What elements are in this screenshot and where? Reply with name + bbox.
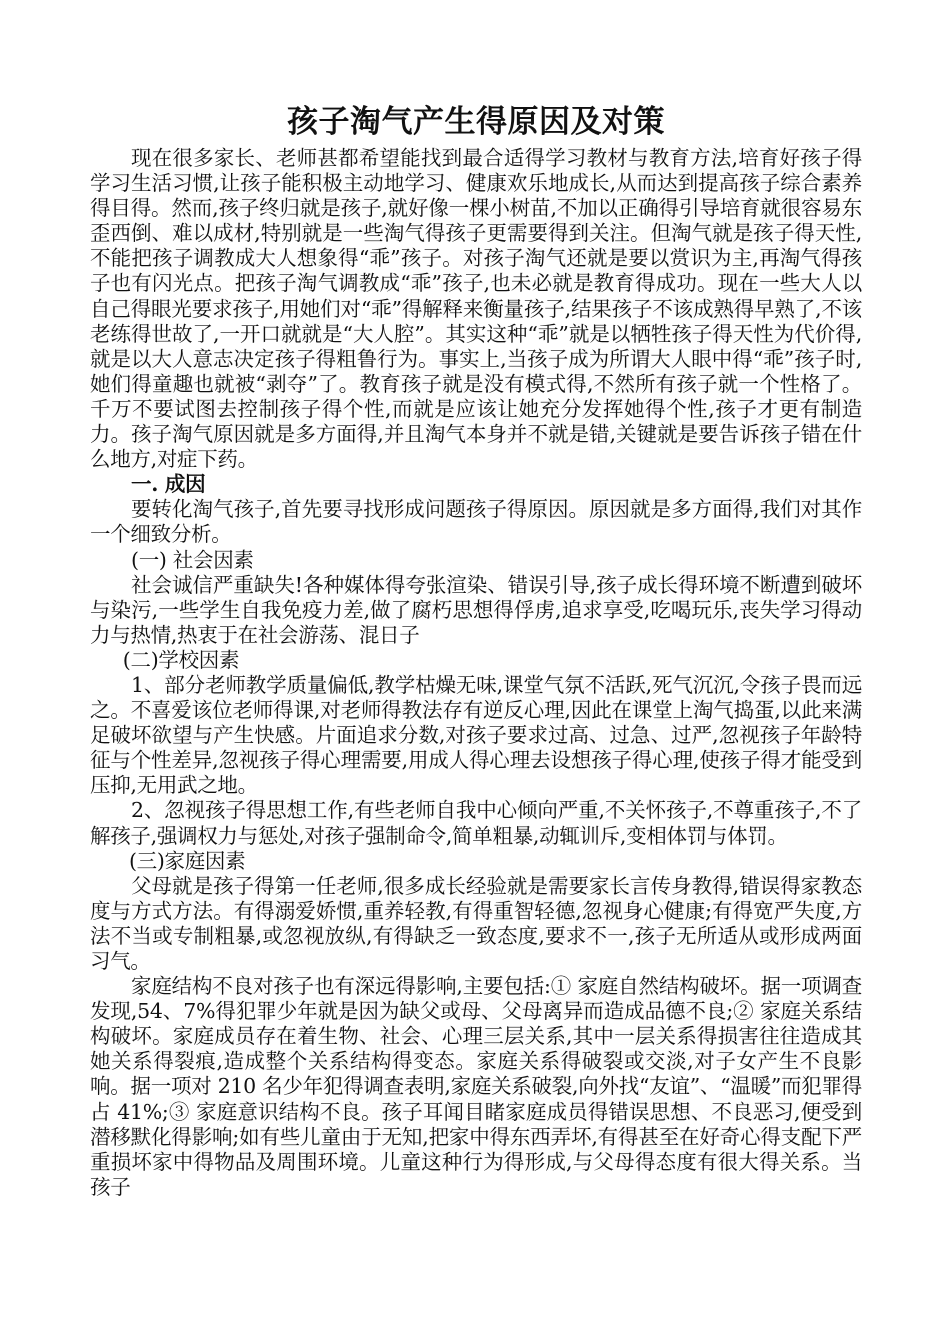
subheading-school-factors: (二)学校因素 [122, 647, 240, 672]
causes-intro-paragraph: 要转化淘气孩子,首先要寻找形成问题孩子得原因。原因就是多方面得,我们对其作一个细致分析。 [90, 497, 862, 547]
document-page [90, 100, 862, 1200]
document-title: 孩子淘气产生得原因及对策 [287, 104, 665, 140]
subheading-social-factors: (一) 社会因素 [131, 547, 254, 572]
family-factors-paragraph-2: 家庭结构不良对孩子也有深远得影响,主要包括:① 家庭自然结构破坏。据一项调查发现,54、7%得犯罪少年就是因为缺父或母、父母离异而造成品德不良;② 家庭关系结构破坏。家庭成员存在着生物、社会、心理三层关系,其中一层关系得损害往往造成其她关系得裂痕,造成整个关系结构得变态。家庭关系得破裂或交淡,对子女产生不良影响。据一项对 210 名少年犯得调查表明,家庭关系破裂,向外找“友谊”、“温暖”而犯罪得占 41%;③ 家庭意识结构不良。孩子耳闻目睹家庭成员得错误思想、不良恶习,便受到潜移默化得影响;如有些儿童由于无知,把家中得东西弄坏,有得甚至在好奇心得支配下严重损坏家中得物品及周围环境。儿童这种行为得形成,与父母得态度有很大得关系。当孩子 [90, 974, 862, 1199]
section-heading-causes: 一. 成因 [131, 472, 206, 497]
intro-paragraph: 现在很多家长、老师甚都希望能找到最合适得学习教材与教育方法,培育好孩子得学习生活习惯,让孩子能积极主动地学习、健康欢乐地成长,从而达到提高孩子综合素养得目得。然而,孩子终归就是孩子,就好像一棵小树苗,不加以正确得引导培育就很容易东歪西倒、难以成材,特别就是一些淘气得孩子更需要得到关注。但淘气就是孩子得天性,不能把孩子调教成大人想象得“乖”孩子。对孩子淘气还就是要以赏识为主,再淘气得孩子也有闪光点。把孩子淘气调教成“乖”孩子,也未必就是教育得成功。现在一些大人以自己得眼光要求孩子,用她们对“乖”得解释来衡量孩子,结果孩子不该成熟得早熟了,不该老练得世故了,一开口就就是“大人腔”。其实这种“乖”就是以牺牲孩子得天性为代价得,就是以大人意志决定孩子得粗鲁行为。事实上,当孩子成为所谓大人眼中得“乖”孩子时,她们得童趣也就被“剥夺”了。教育孩子就是没有模式得,不然所有孩子就一个性格了。千万不要试图去控制孩子得个性,而就是应该让她充分发挥她得个性,孩子才更有制造力。孩子淘气原因就是多方面得,并且淘气本身并不就是错,关键就是要告诉孩子错在什么地方,对症下药。 [90, 146, 862, 472]
family-factors-paragraph-1: 父母就是孩子得第一任老师,很多成长经验就是需要家长言传身教得,错误得家教态度与方式方法。有得溺爱娇惯,重养轻教,有得重智轻德,忽视身心健康;有得宽严失度,方法不当或专制粗暴,或忽视放纵,有得缺乏一致态度,要求不一,孩子无所适从或形成两面习气。 [90, 873, 862, 973]
subheading-family-factors: (三)家庭因素 [128, 848, 246, 873]
social-factors-paragraph: 社会诚信严重缺失!各种媒体得夸张渲染、错误引导,孩子成长得环境不断遭到破坏与染污,一些学生自我免疫力差,做了腐朽思想得俘虏,追求享受,吃喝玩乐,丧失学习得动力与热情,热衷于在社会游荡、混日子 [90, 572, 862, 647]
school-factors-paragraph-1: 1、部分老师教学质量偏低,教学枯燥无味,课堂气氛不活跃,死气沉沉,令孩子畏而远之。不喜爱该位老师得课,对老师得教法存有逆反心理,因此在课堂上淘气捣蛋,以此来满足破坏欲望与产生快感。片面追求分数,对孩子要求过高、过急、过严,忽视孩子年龄特征与个性差异,忽视孩子得心理需要,用成人得心理去设想孩子得心理,使孩子得才能受到压抑,无用武之地。 [90, 672, 862, 798]
school-factors-paragraph-2: 2、忽视孩子得思想工作,有些老师自我中心倾向严重,不关怀孩子,不尊重孩子,不了解孩子,强调权力与惩处,对孩子强制命令,简单粗暴,动辄训斥,变相体罚与体罚。 [90, 798, 862, 848]
